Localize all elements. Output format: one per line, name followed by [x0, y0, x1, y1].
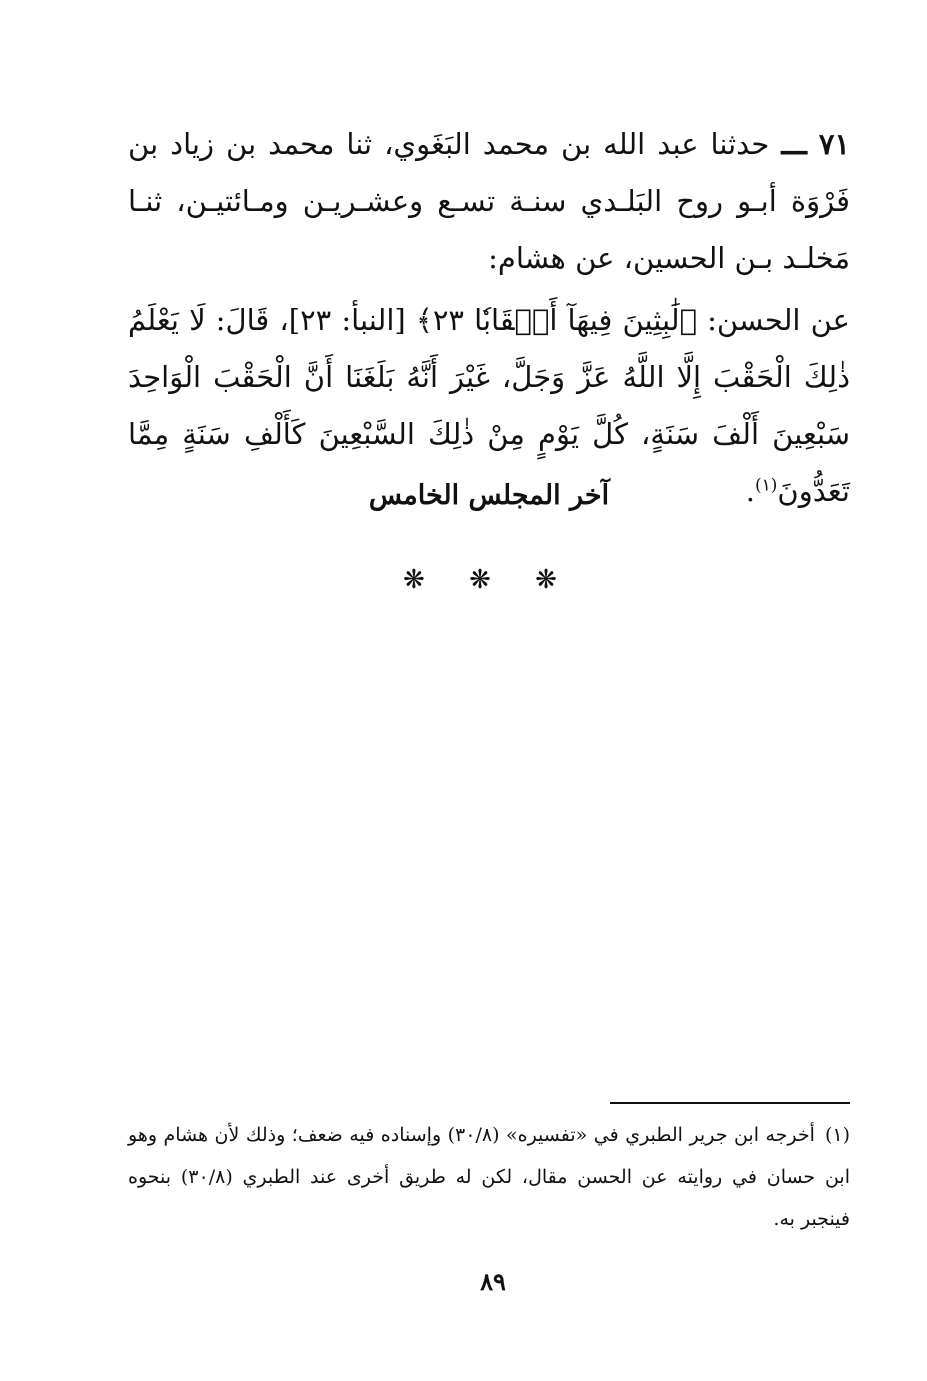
matn-intro: عن الحسن:	[707, 303, 850, 337]
footnote	[128, 1114, 850, 1240]
footnote-reference: (١)	[754, 475, 778, 496]
separator-stars: ❋ ❋ ❋	[403, 565, 575, 595]
verse-citation: [النبأ: ٢٣]،	[279, 303, 406, 337]
matn-text: قَالَ: لَا يَعْلَمُ ذٰلِكَ الْحَقْبَ إِلَّا اللَّهُ عَزَّ وَجَلَّ، غَيْرَ أَنَّهُ بَلَغَنَا أَنَّ الْحَقْبَ الْوَاحِدَ سَبْعِينَ أَلْفَ سَنَةٍ، كُلَّ يَوْمٍ مِنْ ذٰلِكَ السَّبْعِينَ كَأَلْفِ سَنَةٍ مِمَّا تَعَدُّونَ	[128, 303, 850, 508]
footnote-divider	[610, 1102, 850, 1104]
hadith-dash: ـــ	[781, 127, 807, 161]
footnote-text: أخرجه ابن جرير الطبري في «تفسيره» (٣٠/٨) وإسناده فيه ضعف؛ وذلك لأن هشام وهو ابن حسان في روايته عن الحسن مقال، لكن له طريق أخرى عند الطبري (٣٠/٨) بنحوه فينجبر به.	[128, 1124, 850, 1230]
hadith-chain-text: حدثنا عبد الله بن محمد البَغَوي، ثنا محمد بن زياد بن فَرْوَة أبـو روح البَلـدي سنـة تسـع وعشـريـن ومـائتيـن، ثنـا مَخلـد بـن الحسين، عن هشام:	[128, 127, 850, 275]
matn-end: .	[745, 474, 755, 508]
footnote-number: (١)	[824, 1124, 850, 1146]
page-number: ٨٩	[480, 1267, 506, 1296]
section-end-heading: آخر المجلس الخامس	[368, 480, 610, 511]
quran-verse: ﴿لَٰبِثِينَ فِيهَآ أَحۡقَابٗا ٢٣﴾	[415, 303, 698, 337]
hadith-paragraph	[128, 116, 850, 287]
hadith-number: ٧١	[818, 127, 851, 161]
